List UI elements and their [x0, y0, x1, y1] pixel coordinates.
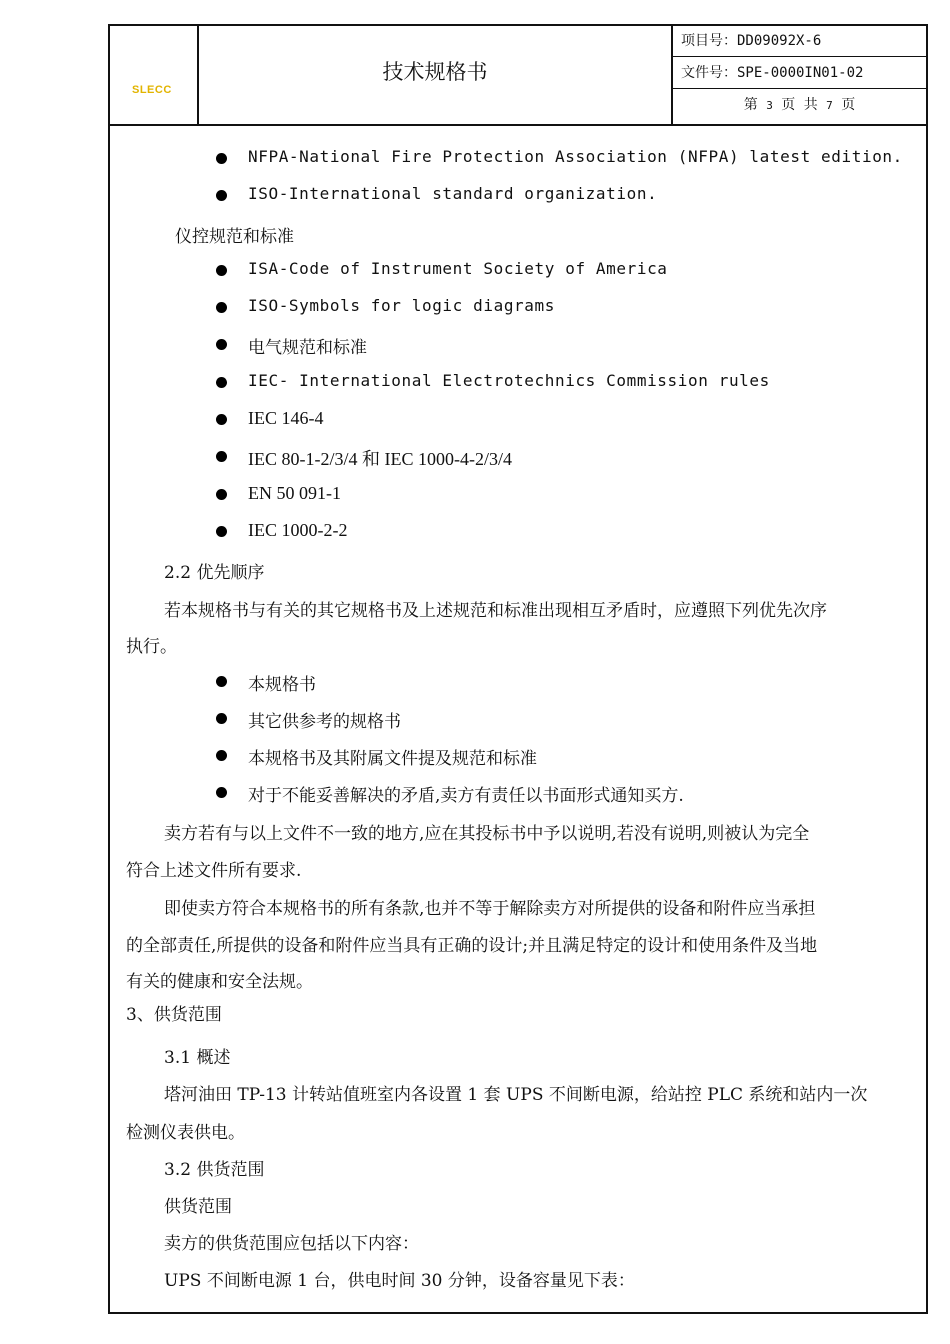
paragraph-line: 卖方的供货范围应包括以下内容：	[164, 1234, 419, 1254]
bullet-icon	[216, 190, 227, 201]
list-item: NFPA-National Fire Protection Association (NFPA) latest edition.	[248, 147, 903, 166]
bullet-icon	[216, 339, 227, 350]
list-item: ISA-Code of Instrument Society of America	[248, 259, 668, 278]
company-logo: SLECC	[132, 84, 172, 96]
list-item: 对于不能妥善解决的矛盾,卖方有责任以书面形式通知买方.	[248, 786, 684, 806]
paragraph-line: 符合上述文件所有要求.	[126, 861, 302, 881]
bullet-icon	[216, 526, 227, 537]
page-prefix: 第	[743, 97, 758, 113]
list-item: 本规格书及其附属文件提及规范和标准	[248, 749, 537, 769]
file-number: 文件号：SPE-0000IN01-02	[673, 58, 926, 89]
paragraph-line: 卖方若有与以上文件不一致的地方,应在其投标书中予以说明,若没有说明,则被认为完全	[164, 824, 810, 844]
bullet-icon	[216, 451, 227, 462]
list-item: IEC 146-4	[248, 408, 324, 428]
paragraph-line: 检测仪表供电。	[126, 1123, 245, 1143]
list-item: IEC- International Electrotechnics Commission rules	[248, 371, 770, 390]
bullet-icon	[216, 787, 227, 798]
logo-cell	[110, 26, 199, 124]
list-item: IEC 80-1-2/3/4 和 IEC 1000-4-2/3/4	[248, 449, 512, 469]
document-header	[110, 26, 926, 126]
list-item: ISO-International standard organization.	[248, 184, 658, 203]
page-current: 3	[766, 99, 773, 112]
page-indicator	[673, 90, 926, 121]
list-item: 其它供参考的规格书	[248, 712, 401, 732]
project-number: 项目号：DD09092X-6	[673, 26, 926, 57]
bullet-icon	[216, 750, 227, 761]
list-item: 电气规范和标准	[248, 338, 367, 358]
bullet-icon	[216, 377, 227, 388]
page-mid: 页 共	[781, 97, 818, 113]
list-item: EN 50 091-1	[248, 483, 341, 503]
paragraph-line: 塔河油田 TP-13 计转站值班室内各设置 1 套 UPS 不间断电源，给站控 PLC 系统和站内一次	[164, 1085, 868, 1105]
list-item: 本规格书	[248, 675, 316, 695]
page-suffix: 页	[841, 97, 856, 113]
section-heading: 3.2 供货范围	[164, 1160, 265, 1180]
paragraph-line: 执行。	[126, 637, 177, 657]
paragraph-line: 供货范围	[164, 1197, 232, 1217]
bullet-icon	[216, 414, 227, 425]
section-heading: 仪控规范和标准	[175, 227, 294, 247]
bullet-icon	[216, 489, 227, 500]
paragraph-line: 的全部责任,所提供的设备和附件应当具有正确的设计;并且满足特定的设计和使用条件及当地	[126, 936, 818, 956]
bullet-icon	[216, 713, 227, 724]
paragraph-line: 有关的健康和安全法规。	[126, 972, 313, 992]
paragraph-line: 即使卖方符合本规格书的所有条款,也并不等于解除卖方对所提供的设备和附件应当承担	[164, 899, 816, 919]
paragraph-line: UPS 不间断电源 1 台，供电时间 30 分钟，设备容量见下表：	[164, 1271, 635, 1291]
section-heading: 3、供货范围	[126, 1005, 222, 1025]
bullet-icon	[216, 676, 227, 687]
document-title: 技术规格书	[382, 60, 488, 84]
page-total: 7	[826, 99, 833, 112]
bullet-icon	[216, 265, 227, 276]
paragraph-line: 若本规格书与有关的其它规格书及上述规范和标准出现相互矛盾时，应遵照下列优先次序	[164, 601, 827, 621]
list-item: IEC 1000-2-2	[248, 520, 348, 540]
title-cell	[199, 26, 673, 124]
section-heading: 3.1 概述	[164, 1048, 231, 1068]
list-item: ISO-Symbols for logic diagrams	[248, 296, 555, 315]
bullet-icon	[216, 302, 227, 313]
bullet-icon	[216, 153, 227, 164]
section-heading: 2.2 优先顺序	[164, 563, 265, 583]
info-cell	[673, 26, 926, 124]
